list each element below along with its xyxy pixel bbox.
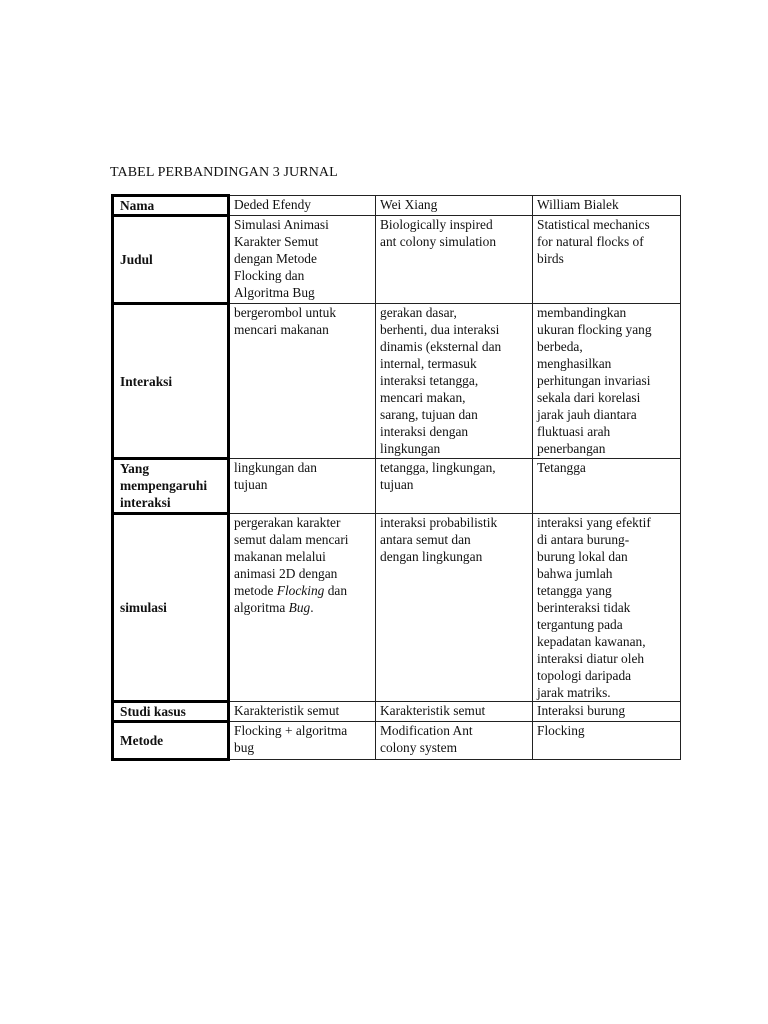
cell-author-1: Deded Efendy <box>229 196 376 216</box>
comparison-table <box>111 194 681 761</box>
table-row-metode <box>113 722 681 760</box>
table-row-nama <box>113 196 681 216</box>
table-row-judul <box>113 216 681 304</box>
cell-metode-1: Flocking + algoritma bug <box>229 722 376 760</box>
row-label-interaksi: Interaksi <box>113 304 229 459</box>
row-label-nama: Nama <box>113 196 229 216</box>
page-title: TABEL PERBANDINGAN 3 JURNAL <box>110 165 338 180</box>
cell-metode-3: Flocking <box>533 722 681 760</box>
cell-interaksi-3: membandingkan ukuran flocking yang berbeda, menghasilkan perhitungan invariasi sekala dari korelasi jarak jauh diantara fluktuasi arah penerbangan <box>533 304 681 459</box>
cell-interaksi-1: bergerombol untuk mencari makanan <box>229 304 376 459</box>
cell-author-2: Wei Xiang <box>376 196 533 216</box>
table-row-yang-mempengaruhi <box>113 459 681 514</box>
cell-pengaruh-2: tetangga, lingkungan, tujuan <box>376 459 533 514</box>
row-label-studi-kasus: Studi kasus <box>113 702 229 722</box>
cell-judul-2: Biologically inspired ant colony simulation <box>376 216 533 304</box>
cell-studi-1: Karakteristik semut <box>229 702 376 722</box>
cell-studi-3: Interaksi burung <box>533 702 681 722</box>
cell-judul-1: Simulasi Animasi Karakter Semut dengan Metode Flocking dan Algoritma Bug <box>229 216 376 304</box>
cell-judul-3: Statistical mechanics for natural flocks of birds <box>533 216 681 304</box>
cell-author-3: William Bialek <box>533 196 681 216</box>
cell-studi-2: Karakteristik semut <box>376 702 533 722</box>
cell-pengaruh-3: Tetangga <box>533 459 681 514</box>
table-row-studi-kasus <box>113 702 681 722</box>
cell-metode-2: Modification Ant colony system <box>376 722 533 760</box>
row-label-simulasi: simulasi <box>113 514 229 702</box>
cell-interaksi-2: gerakan dasar, berhenti, dua interaksi dinamis (eksternal dan internal, termasuk interaksi tetangga, mencari makan, sarang, tujuan dan interaksi dengan lingkungan <box>376 304 533 459</box>
cell-simulasi-3: interaksi yang efektif di antara burung- burung lokal dan bahwa jumlah tetangga yang berinteraksi tidak tergantung pada kepadatan kawanan, interaksi diatur oleh topologi daripada jarak matriks. <box>533 514 681 702</box>
table-row-simulasi <box>113 514 681 702</box>
row-label-judul: Judul <box>113 216 229 304</box>
cell-pengaruh-1: lingkungan dan tujuan <box>229 459 376 514</box>
table-row-interaksi <box>113 304 681 459</box>
row-label-yang-mempengaruhi: Yang mempengaruhi interaksi <box>113 459 229 514</box>
cell-simulasi-1: pergerakan karakter semut dalam mencari makanan melalui animasi 2D dengan metode Flocking dan algoritma Bug. <box>229 514 376 702</box>
cell-simulasi-2: interaksi probabilistik antara semut dan dengan lingkungan <box>376 514 533 702</box>
row-label-metode: Metode <box>113 722 229 760</box>
